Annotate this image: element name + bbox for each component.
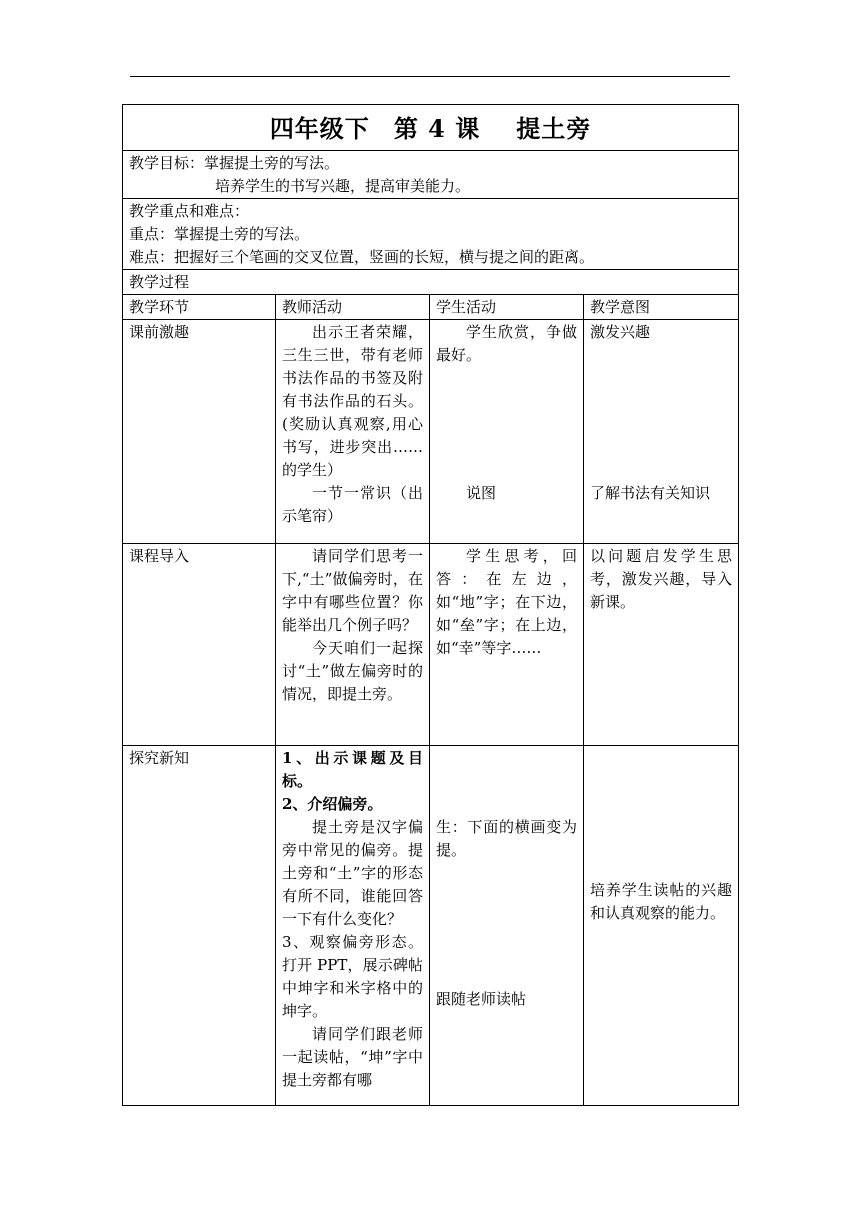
table-row xyxy=(123,544,739,746)
header-intent: 教学意图 xyxy=(584,295,739,320)
student-text: 学生思考，回答：在左边，如“地”字；在下边，如“垒”字；在上边，如“幸”等字…… xyxy=(436,547,577,657)
student-activity-cell xyxy=(430,320,584,544)
teacher-activity-cell xyxy=(276,746,430,1106)
keypoint-text: 重点：掌握提土旁的写法。 xyxy=(129,225,310,243)
teacher-activity-cell xyxy=(276,544,430,746)
teacher-step-2: 2、介绍偏旁。 xyxy=(282,795,383,813)
document-title xyxy=(123,105,739,151)
header-student: 学生活动 xyxy=(430,295,584,320)
keypoints-cell xyxy=(123,199,739,270)
header-stage: 教学环节 xyxy=(123,295,276,320)
student-activity-cell xyxy=(430,746,584,1106)
teacher-text: 出示王者荣耀，三生三世，带有老师书法作品的书签及附有书法作品的石头。(奖励认真观察,用心书写，进步突出……的学生） xyxy=(282,323,423,479)
stage-cell: 探究新知 xyxy=(123,746,276,1106)
intent-text: 了解书法有关知识 xyxy=(590,484,711,502)
student-activity-cell xyxy=(430,544,584,746)
goal-2: 培养学生的书写兴趣，提高审美能力。 xyxy=(215,177,471,195)
intent-cell xyxy=(584,746,739,1106)
teacher-text: 请同学们跟老师一起读帖，“坤”字中提土旁都有哪 xyxy=(282,1025,423,1089)
header-teacher: 教师活动 xyxy=(276,295,430,320)
process-row xyxy=(123,270,739,295)
intent-cell xyxy=(584,544,739,746)
header-rule xyxy=(130,76,730,77)
header-row xyxy=(123,295,739,320)
intent-text: 培养学生读帖的兴趣和认真观察的能力。 xyxy=(590,881,733,922)
lesson-plan-table xyxy=(122,104,739,1106)
title-row xyxy=(123,105,739,151)
difficulty-text: 难点：把握好三个笔画的交叉位置，竖画的长短，横与提之间的距离。 xyxy=(129,248,595,266)
teacher-activity-cell xyxy=(276,320,430,544)
title-grade: 四年级下 xyxy=(269,113,370,143)
stage-cell: 课前激趣 xyxy=(123,320,276,544)
goal-1: 掌握提土旁的写法。 xyxy=(204,154,340,172)
table-row xyxy=(123,320,739,544)
student-text: 跟随老师读帖 xyxy=(436,990,527,1008)
teaching-goals-cell xyxy=(123,151,739,199)
teacher-step-3: 3、观察偏旁形态。打开 PPT，展示碑帖中坤字和米字格中的坤字。 xyxy=(282,933,423,1020)
table-row xyxy=(123,746,739,1106)
student-text: 学生欣赏，争做最好。 xyxy=(436,323,577,364)
goals-row xyxy=(123,151,739,199)
teacher-text: 请同学们思考一下,“土”做偏旁时，在字中有哪些位置？你能举出几个例子吗？ xyxy=(282,547,423,634)
keypoints-row xyxy=(123,199,739,270)
intent-cell xyxy=(584,320,739,544)
student-text: 说图 xyxy=(466,484,497,502)
keypoints-label: 教学重点和难点： xyxy=(129,202,250,220)
teacher-text: 提土旁是汉字偏旁中常见的偏旁。提土旁和“土”字的形态有所不同，谁能回答一下有什么变化？ xyxy=(282,818,423,928)
intent-text: 激发兴趣 xyxy=(590,323,651,341)
goals-label: 教学目标： xyxy=(129,154,205,172)
teacher-text: 今天咱们一起探讨“土”做左偏旁时的情况，即提土旁。 xyxy=(282,639,423,703)
student-text: 生：下面的横画变为提。 xyxy=(436,818,577,859)
intent-text: 以问题启发学生思考，激发兴趣，导入新课。 xyxy=(590,547,733,611)
teacher-text: 一节一常识（出示笔帘） xyxy=(282,484,423,525)
stage-cell: 课程导入 xyxy=(123,544,276,746)
process-label: 教学过程 xyxy=(123,270,739,295)
teacher-step-1: 1、出示课题及目标。 xyxy=(282,749,423,790)
title-topic: 提土旁 xyxy=(516,113,592,143)
title-lesson: 第 4 课 xyxy=(393,113,481,143)
